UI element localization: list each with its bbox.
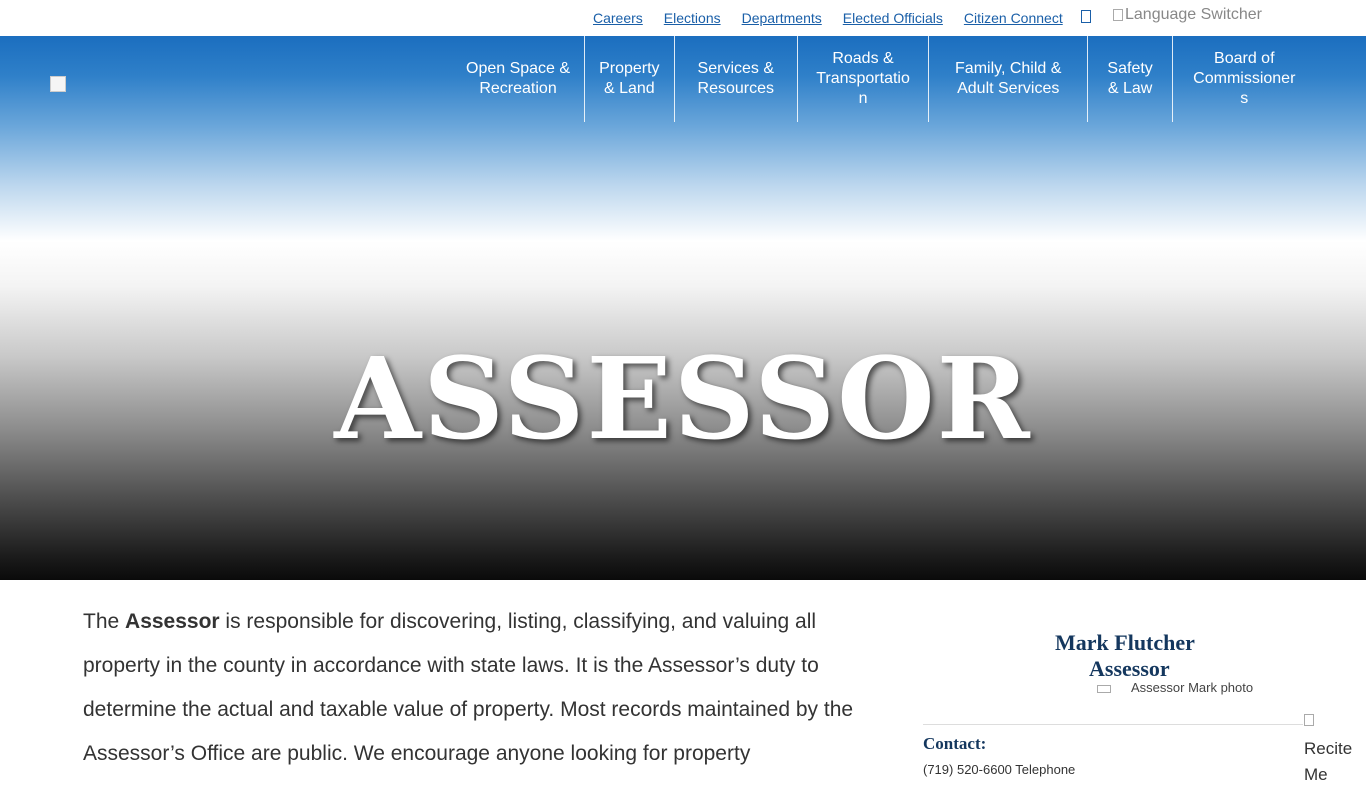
nav-open-space-recreation[interactable] [452,36,585,122]
broken-image-icon [1113,9,1123,21]
nav-label: & Law [1107,80,1153,97]
county-logo[interactable] [50,76,66,92]
contact-phone[interactable]: (719) 520-6600 Telephone [923,762,1076,777]
nav-services-resources[interactable] [675,36,798,122]
nav-roads-transportation[interactable] [798,36,929,122]
utility-links [593,10,1084,26]
broken-image-icon [1097,685,1111,693]
utility-link-departments[interactable]: Departments [741,10,822,26]
language-switcher[interactable] [1113,6,1262,24]
intro-paragraph [83,600,863,776]
contact-label: Contact: [923,734,987,753]
intro-text: is responsible for discovering, listing, classifying, and valuing all property in the county in accordance with state laws. It is the Assessor’s duty to determine the actual and taxable value of property. Most records maintained by the Assessor’s Office are public. We encourage anyone looking for property [83,610,854,765]
nav-family-child-adult-services[interactable] [929,36,1088,122]
nav-label: Recreation [479,80,557,97]
official-photo-alt: Assessor Mark photo [1131,680,1254,695]
nav-label: Transportatio [816,70,910,87]
language-switcher-alt: Language Switcher [1125,6,1262,23]
nav-label: Property [599,60,660,77]
utility-link-elections[interactable]: Elections [663,10,721,26]
nav-label: Board of [1214,50,1275,67]
nav-property-land[interactable] [585,36,674,122]
intro-prefix: The [83,610,126,633]
recite-me-button[interactable] [1304,710,1356,788]
hero-banner [0,36,1366,580]
nav-label: Resources [697,80,775,97]
nav-label: Services & [697,60,775,77]
utility-link-careers[interactable]: Careers [593,10,643,26]
nav-label: s [1240,90,1249,107]
official-photo [1097,680,1297,695]
intro-bold: Assessor [125,610,220,633]
utility-bar [0,0,1366,36]
recite-me-alt: Recite Me [1304,739,1353,784]
nav-label: Commissioner [1193,70,1296,87]
nav-label: n [858,90,868,107]
nav-label: Safety [1107,60,1153,77]
nav-label: & Land [603,80,655,97]
official-name: Mark Flutcher [1055,630,1195,655]
nav-board-of-commissioners[interactable] [1173,36,1316,122]
nav-label: Roads & [832,50,894,67]
official-title: Assessor [1089,656,1170,681]
broken-image-icon [1304,714,1314,726]
nav-label: Family, Child & [955,60,1062,77]
main-nav [452,36,1316,122]
utility-link-elected-officials[interactable]: Elected Officials [842,10,943,26]
nav-safety-law[interactable] [1088,36,1172,122]
square-icon[interactable] [1081,10,1091,23]
official-block [1055,630,1355,682]
nav-label: Adult Services [957,80,1060,97]
utility-link-citizen-connect[interactable]: Citizen Connect [963,10,1063,26]
nav-label: Open Space & [466,60,571,77]
page-title: ASSESSOR [334,334,1032,465]
divider [923,724,1303,725]
